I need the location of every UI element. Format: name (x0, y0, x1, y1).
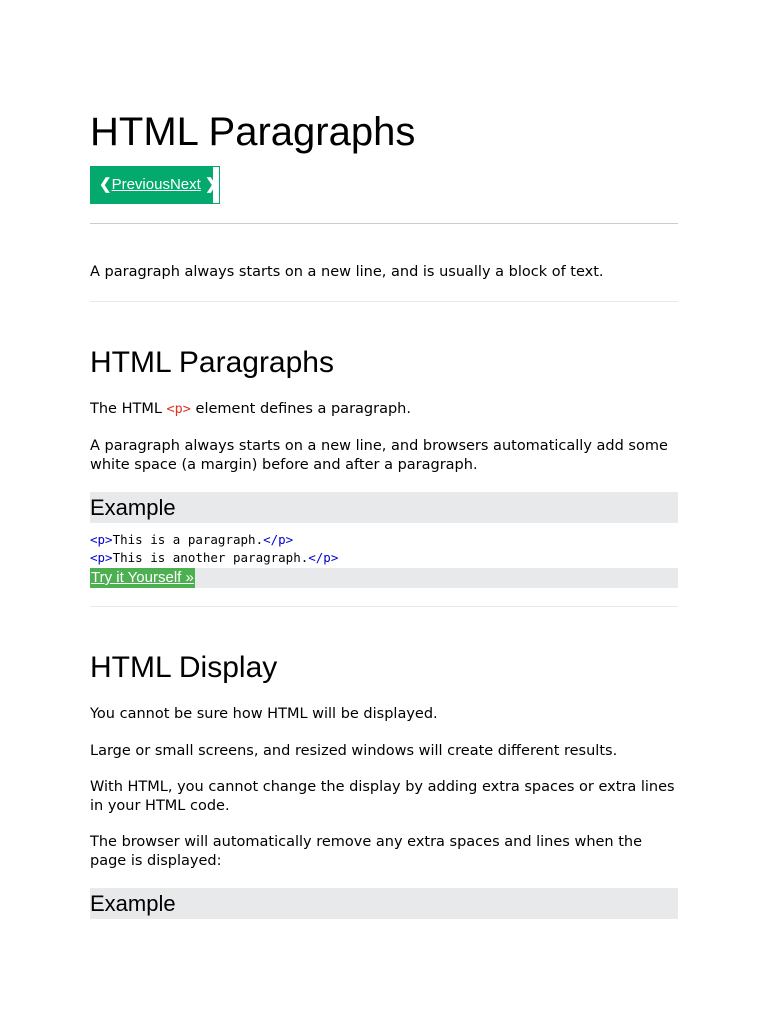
display-text-2: Large or small screens, and resized windows will create different results. (90, 743, 618, 759)
prev-next-nav (90, 166, 220, 204)
page-title: HTML Paragraphs (90, 110, 416, 154)
code-text: This is a paragraph. (112, 532, 264, 547)
example-title: Example (90, 495, 176, 520)
code-close-tag: </p> (308, 550, 339, 565)
try-it-bar (90, 568, 678, 588)
divider (90, 223, 678, 224)
code-example (90, 531, 678, 567)
example-title: Example (90, 891, 176, 916)
intro-text: A paragraph always starts on a new line, and is usually a block of text. (90, 264, 604, 280)
next-link[interactable]: Next (169, 176, 201, 193)
display-text-4: The browser will automatically remove any extra spaces and lines when the page is displayed: (90, 834, 643, 869)
paragraph-margin-text: A paragraph always starts on a new line, and browsers automatically add some white space (a margin) before and after a paragraph. (90, 438, 668, 473)
divider (90, 301, 678, 302)
code-line (90, 549, 678, 567)
p-tag-code: <p> (166, 401, 191, 417)
paragraph-element-text (90, 400, 678, 419)
previous-link[interactable]: Previous (111, 176, 170, 193)
code-open-tag: <p> (90, 550, 113, 565)
code-line (90, 531, 678, 549)
code-close-tag: </p> (263, 532, 294, 547)
display-text-1: You cannot be sure how HTML will be displayed. (90, 706, 438, 722)
divider (90, 606, 678, 607)
code-text: This is another paragraph. (112, 550, 309, 565)
chevron-left-icon: ❮ (99, 176, 112, 193)
try-it-yourself-button[interactable]: Try it Yourself » (91, 569, 194, 586)
code-open-tag: <p> (90, 532, 113, 547)
text-run: The HTML (90, 401, 167, 417)
example-header (90, 492, 678, 523)
text-run: element defines a paragraph. (190, 401, 411, 417)
section-heading-paragraphs: HTML Paragraphs (90, 346, 334, 379)
chevron-right-icon: ❯ (204, 176, 218, 193)
section-heading-display: HTML Display (90, 651, 278, 684)
example-header (90, 888, 678, 919)
nav-links (99, 176, 218, 194)
display-text-3: With HTML, you cannot change the display by adding extra spaces or extra lines in your HTML code. (90, 779, 675, 814)
